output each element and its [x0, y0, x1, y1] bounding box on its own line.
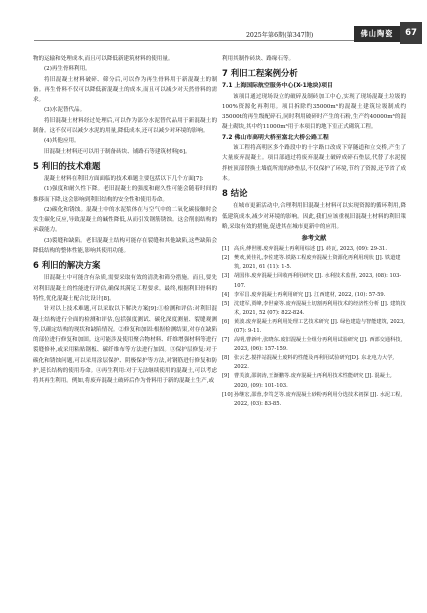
reference-text: 曹芙波,邵润涛,王渐鹏等.废弃混凝土再利用技术性能研究 [J]. 混凝土, 2020, (09): 101-103. — [234, 373, 392, 389]
section-heading: 8 结论 — [222, 188, 248, 199]
page-number: 67 — [400, 22, 422, 44]
reference-text: 高明,曹新叶,张晓东.废旧混凝土全组分再利用试验研究 [J]. 西部交通科技, 2023, (06): 157-159. — [234, 337, 403, 353]
reference-text: 李军昌.废弃混凝土再利用研究 [J]. 江西建材, 2022, (10): 57-59. — [234, 291, 386, 298]
reference-item — [222, 272, 406, 290]
subsection-heading: 7.1 上海国际航空服务中心(X-1地块)项目 — [222, 83, 333, 90]
body-paragraph: (2)碳化和锈蚀。混凝土中的水泥浆体在与空气中的二氧化碳接触时会发生碳化反应,导致混凝土的碱性降低,从而引发钢筋锈蚀。这会削弱结构的承载能力。 — [33, 206, 217, 234]
body-paragraph: (2)再生骨料利用。 — [44, 66, 91, 73]
references-list — [222, 245, 406, 409]
reference-text: 高兵,傅世刚.废弃混凝土再利用综述 [J]. 砖瓦, 2023, (09): 29-31. — [234, 246, 388, 253]
reference-item — [222, 354, 406, 372]
reference-item — [222, 291, 406, 300]
page-header — [0, 0, 427, 44]
section-heading: 5 利旧的技术难题 — [33, 160, 101, 171]
body-paragraph: (1)强度和耐久性下降。老旧混凝土的强度和耐久性可能会随着时间的推移而下降,这会影响到利旧结构的安全性和使用寿命。 — [33, 186, 217, 203]
body-paragraph: 混凝土材料在利旧方面面临的技术难题主要包括以下几个方面[7]: — [44, 175, 204, 182]
reference-item — [222, 336, 406, 354]
reference-item — [222, 318, 406, 336]
body-paragraph: 旧混凝土材料还可以用于制备砖块、铺路石等建筑材料[6]。 — [44, 148, 191, 155]
reference-text: 樊欢,黄佳礼,李佐建等.铁路工程废弃混凝土资源化再利用现状 [J]. 铁道建筑, 2021, 61 (11): 1-5. — [234, 255, 401, 271]
body-paragraph: (4)其他应用。 — [44, 138, 80, 145]
reference-number: [4] — [222, 291, 230, 298]
subsection-heading: 7.2 佛山市高明大桥至富北大桥公路工程 — [222, 134, 329, 141]
body-paragraph: 针对以上技术难题,可以采取以下解决方案[9]:①检测和评估:对利旧混凝土结构进行全面的检测和评估,包括强度测试、碳化深度测量、裂缝观测等,以确定结构的现状和缺陷情况。②修复和加固:根据检测结果,对存在缺陷的部位进行修复和加固。这可能涉及使用聚合物材料、纤维增强材料等进行裂缝修补,或采用粘贴钢板、碳纤维布等方法进行加固。③保护层修复:对于碳化和锈蚀问题,可以采用涂层保护、阴极保护等方法,对钢筋进行修复和防护,延长结构的使用寿命。④再生利用:对于无法继续使用的混凝土,可以考虑将其再生利用。例如,将废弃混凝土破碎后作为骨料用于新的混凝土生产,或 — [33, 306, 217, 385]
issue-label: 2025年第6期(第347期) — [246, 32, 314, 39]
body-paragraph: 物的运输和处理成本,而且可以降低新建筑材料的使用量。 — [33, 56, 174, 62]
reference-number: [1] — [222, 246, 230, 253]
reference-number: [9] — [222, 373, 230, 380]
reference-number: [8] — [222, 355, 230, 362]
left-column — [33, 54, 217, 387]
reference-number: [6] — [222, 318, 230, 325]
body-paragraph: 将旧混凝土材料经过处理后,可以作为部分水泥替代品用于新混凝土的制备。这不仅可以减少水泥的用量,降低成本,还可以减少对环境的影响。 — [33, 117, 217, 135]
body-paragraph: 该工程将高明区多个路段中的十字路口改成下穿隧道和立交桥,产生了大量废弃混凝土。项目部通过将废弃混凝土破碎成碎石垫层,代替了水泥搅拌桩顶部替换土墙底所需的砂垫层,不仅保护了环境,节约了资源,还节省了成本。 — [222, 145, 406, 182]
body-paragraph: 旧混凝土中可能含有杂质,需要采取有效的清洗和筛分措施。而且,要先对利旧混凝土的性能进行评估,确保其满足工程要求。最终,根据利旧骨料的特性,优化混凝土配合比设计[8]。 — [33, 275, 217, 302]
body-paragraph: 利用其制作砖块、路缘石等。 — [222, 56, 295, 62]
reference-number: [5] — [222, 300, 230, 307]
reference-item — [222, 254, 406, 272]
reference-item — [222, 300, 406, 318]
body-paragraph: (3)裂缝和缺陷。老旧混凝土结构可能存在裂缝和其他缺陷,这些缺陷会降低结构的整体性能,影响其使用功能。 — [33, 237, 217, 255]
reference-text: 胡国伟.废弃混凝土回收再利用研究 [J]. 水利技术监督, 2023, (08): 103-107. — [234, 273, 402, 289]
section-heading: 7 利旧工程案例分析 — [222, 68, 298, 79]
body-paragraph: (3)水泥替代品。 — [44, 107, 86, 114]
reference-item — [222, 391, 406, 409]
header-rule — [34, 40, 394, 41]
reference-number: [3] — [222, 273, 230, 280]
body-paragraph: 该项目通过现场设立的破碎及制砖加工中心,实现了现场混凝土垃圾的100%资源化再利用。项目拆除约35000m³的混凝土建筑垃圾制成约35000t的再生级配碎石,同时利用破碎时产生的石粉,生产约40000m³的混凝土砌块,其中约11000m³用于本项目的地下室正式砌筑工程。 — [222, 93, 406, 131]
section-heading: 6 利旧的解决方案 — [33, 260, 101, 271]
body-paragraph: 将旧混凝土材料破碎、筛分后,可以作为再生骨料用于新混凝土的制备。再生骨料不仅可以降低新混凝土的成本,而且可以减少对天然骨料的需求。 — [33, 76, 217, 104]
reference-text: 黄波.废弃混凝土再利用处理工艺技术研究 [J]. 绿色建造与智能建筑, 2023, (07): 9-11. — [234, 318, 405, 334]
body-paragraph: 在城市更新活动中,合理利用旧混凝土材料可以实现资源的循环利用,降低建筑成本,减少对环境的影响。因此,我们应该重视旧混凝土材料的利旧策略,采取有效的措施,促进其在城市更新中的应用。 — [222, 203, 406, 230]
references-title: 参考文献 — [301, 235, 327, 243]
reference-text: 孙继宏,邵蓉,李笃芝等.废弃混凝土砂粉再利用分选技术初探 [J]. 水泥工程, 2022, (03): 83-85. — [234, 391, 403, 407]
right-column — [222, 54, 406, 409]
reference-number: [10] — [222, 391, 233, 398]
reference-item — [222, 372, 406, 390]
reference-number: [7] — [222, 337, 230, 344]
reference-item — [222, 245, 406, 254]
reference-text: 张云艺.搅拌站混凝土废料的性能及再利用试验研究[D]. 东北电力大学, 2022. — [234, 355, 395, 371]
journal-name: 佛山陶瓷 — [354, 26, 400, 42]
reference-number: [2] — [222, 255, 230, 262]
reference-text: 沈建军,贾峰,李世豪等.废弃混凝土切割再利用技术的经济性分析 [J]. 建筑技术, 2021, 52 (07): 822-824. — [234, 300, 406, 316]
